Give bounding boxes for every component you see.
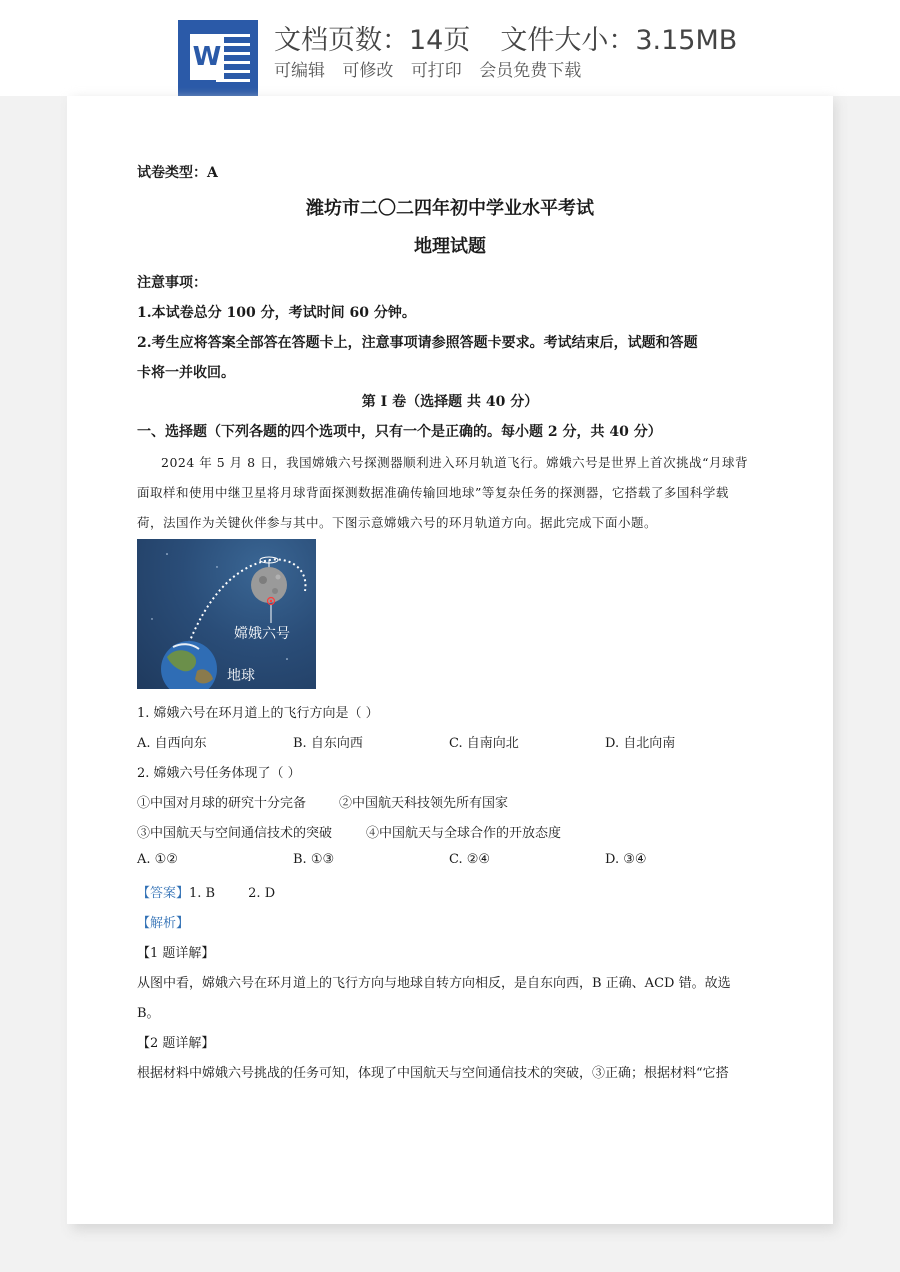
question-2-detail-heading: 【2 题详解】 — [137, 1036, 215, 1051]
answer-text: 1. B 2. D — [189, 886, 276, 901]
file-size: 文件大小：3.15MB — [500, 25, 738, 56]
exam-title: 潍坊市二〇二四年初中学业水平考试 — [306, 198, 594, 219]
question-2-option-d: D. ③④ — [605, 852, 647, 867]
intro-paragraph-line-3: 荷，法国作为关键伙伴参与其中。下图示意嫦娥六号的环月轨道方向。据此完成下面小题。 — [137, 515, 658, 530]
word-document-icon — [178, 20, 258, 96]
notice-item-2: 2.考生应将答案全部答在答题卡上，注意事项请参照答题卡要求。考试结束后，试题和答题 — [137, 335, 698, 351]
notice-item-1: 1.本试卷总分 100 分，考试时间 60 分钟。 — [137, 305, 416, 321]
feature-editable: 可编辑 — [274, 61, 325, 81]
feature-printable: 可打印 — [410, 61, 462, 81]
page-count: 文档页数：14页 — [274, 25, 471, 56]
analysis-tag: 【解析】 — [137, 916, 190, 931]
question-1-option-b: B. 自东向西 — [293, 736, 363, 751]
intro-paragraph-line-1: 2024 年 5 月 8 日，我国嫦娥六号探测器顺利进入环月轨道飞行。嫦娥六号是世界上首次挑战“月球背 — [161, 455, 748, 470]
feature-member-download: 会员免费下载 — [479, 61, 582, 81]
question-1-stem: 1. 嫦娥六号在环月道上的飞行方向是（ ） — [137, 706, 379, 721]
question-1-detail-line-1: 从图中看，嫦娥六号在环月道上的飞行方向与地球自转方向相反，是自东向西，B 正确、ACD 错。故选 — [137, 976, 731, 991]
banner-features — [274, 56, 593, 81]
question-1-option-d: D. 自北向南 — [605, 736, 676, 751]
lunar-orbit-figure — [137, 539, 316, 689]
question-1-detail-heading: 【1 题详解】 — [137, 946, 215, 961]
answer-line — [137, 882, 275, 901]
question-2-detail-line-1: 根据材料中嫦娥六号挑战的任务可知，体现了中国航天与空间通信技术的突破，③正确；根据材料“它搭 — [137, 1066, 729, 1081]
intro-paragraph-line-2: 面取样和使用中继卫星将月球背面探测数据准确传输回地球”等复杂任务的探测器，它搭载了多国科学载 — [137, 485, 729, 500]
question-2-option-b: B. ①③ — [293, 852, 335, 867]
earth-label: 地球 — [227, 668, 255, 684]
answer-tag: 【答案】 — [137, 886, 190, 901]
part-title: 第 I 卷（选择题 共 40 分） — [361, 394, 539, 410]
question-2-item-2: ②中国航天科技领先所有国家 — [339, 796, 509, 811]
question-1-option-c: C. 自南向北 — [449, 736, 519, 751]
probe-label: 嫦娥六号 — [234, 626, 290, 642]
paper-type: 试卷类型：A — [137, 165, 218, 181]
question-2-option-a: A. ①② — [137, 852, 178, 867]
document-page — [67, 96, 833, 1224]
notice-heading: 注意事项： — [137, 275, 207, 291]
question-1-option-a: A. 自西向东 — [137, 736, 207, 751]
banner-title — [274, 18, 737, 57]
word-letter: W — [190, 34, 224, 80]
document-info-banner — [0, 0, 900, 96]
question-2-item-1: ①中国对月球的研究十分完备 — [137, 796, 307, 811]
question-1-detail-line-2: B。 — [137, 1006, 160, 1021]
exam-subtitle: 地理试题 — [414, 236, 486, 257]
feature-modifiable: 可修改 — [342, 61, 394, 81]
question-2-option-c: C. ②④ — [449, 852, 491, 867]
question-2-item-3: ③中国航天与空间通信技术的突破 — [137, 826, 333, 841]
question-2-item-4: ④中国航天与全球合作的开放态度 — [366, 826, 562, 841]
notice-item-2-cont: 卡将一并收回。 — [137, 365, 235, 381]
section-heading: 一、选择题（下列各题的四个选项中，只有一个是正确的。每小题 2 分，共 40 分） — [137, 424, 662, 440]
question-2-stem: 2. 嫦娥六号任务体现了（ ） — [137, 766, 301, 781]
